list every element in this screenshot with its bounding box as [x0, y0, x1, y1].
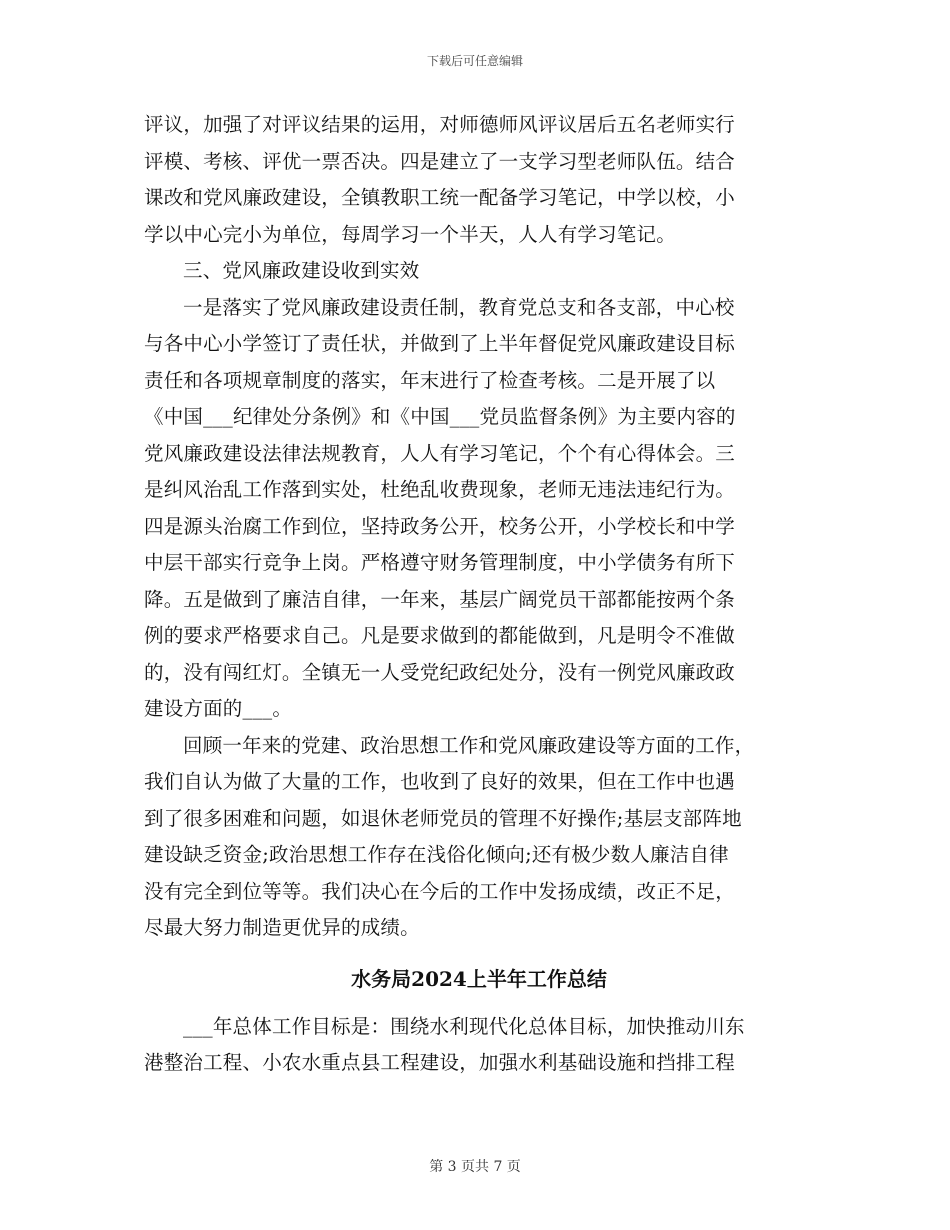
text-line: 港整治工程、小农水重点县工程建设，加强水利基础设施和挡排工程 [144, 1051, 736, 1074]
text-line: 降。五是做到了廉洁自律，一年来，基层广阔党员干部都能按两个条 [144, 587, 736, 611]
document-title: 水务局2024上半年工作总结 [351, 966, 607, 991]
section-heading: 三、党风廉政建设收到实效 [183, 259, 420, 282]
text-line: 责任和各项规章制度的落实，年末进行了检查考核。二是开展了以 [144, 368, 716, 392]
page-footer: 第 3 页共 7 页 [429, 1159, 521, 1175]
text-line: 评模、考核、评优一票否决。四是建立了一支学习型老师队伍。结合 [144, 149, 736, 173]
text-line: 四是源头治腐工作到位，坚持政务公开，校务公开，小学校长和中学 [144, 514, 736, 538]
text-line: 建设缺乏资金;政治思想工作存在浅俗化倾向;还有极少数人廉洁自律 [144, 843, 729, 866]
text-line: 尽最大努力制造更优异的成绩。 [144, 916, 420, 939]
text-line: 中层干部实行竞争上岗。严格遵守财务管理制度，中小学债务有所下 [144, 551, 736, 574]
text-line: 与各中心小学签订了责任状，并做到了上半年督促党风廉政建设目标 [144, 332, 736, 355]
text-line: 建设方面的___。 [144, 697, 293, 720]
text-line: 例的要求严格要求自己。凡是要求做到的都能做到，凡是明令不准做 [144, 624, 736, 647]
text-line: 课改和党风廉政建设，全镇教职工统一配备学习笔记，中学以校，小 [144, 186, 736, 209]
text-line: 回顾一年来的党建、政治思想工作和党风廉政建设等方面的工作， [183, 733, 755, 757]
page-header: 下载后可任意编辑 [426, 54, 523, 68]
text-line: 是纠风治乱工作落到实处，杜绝乱收费现象，老师无违法违纪行为。 [144, 478, 736, 501]
text-line: 没有完全到位等等。我们决心在今后的工作中发扬成绩，改正不足， [144, 879, 736, 903]
document-body [144, 107, 814, 1082]
text-line: ___年总体工作目标是：围绕水利现代化总体目标，加快推动川东 [183, 1014, 745, 1038]
text-line: 学以中心完小为单位，每周学习一个半天，人人有学习笔记。 [144, 222, 676, 246]
text-line: 党风廉政建设法律法规教育，人人有学习笔记，个个有心得体会。三 [144, 441, 736, 465]
text-line: 的，没有闯红灯。全镇无一人受党纪政纪处分，没有一例党风廉政政 [144, 660, 736, 684]
text-line: 一是落实了党风廉政建设责任制，教育党总支和各支部，中心校 [183, 295, 735, 319]
text-line: 到了很多困难和问题，如退休老师党员的管理不好操作;基层支部阵地 [144, 806, 742, 830]
text-line: 《中国___纪律处分条例》和《中国___党员监督条例》为主要内容的 [144, 405, 736, 428]
text-line: 我们自认为做了大量的工作，也收到了良好的效果，但在工作中也遇 [144, 770, 736, 793]
text-line: 评议，加强了对评议结果的运用，对师德师风评议居后五名老师实行 [144, 113, 736, 136]
